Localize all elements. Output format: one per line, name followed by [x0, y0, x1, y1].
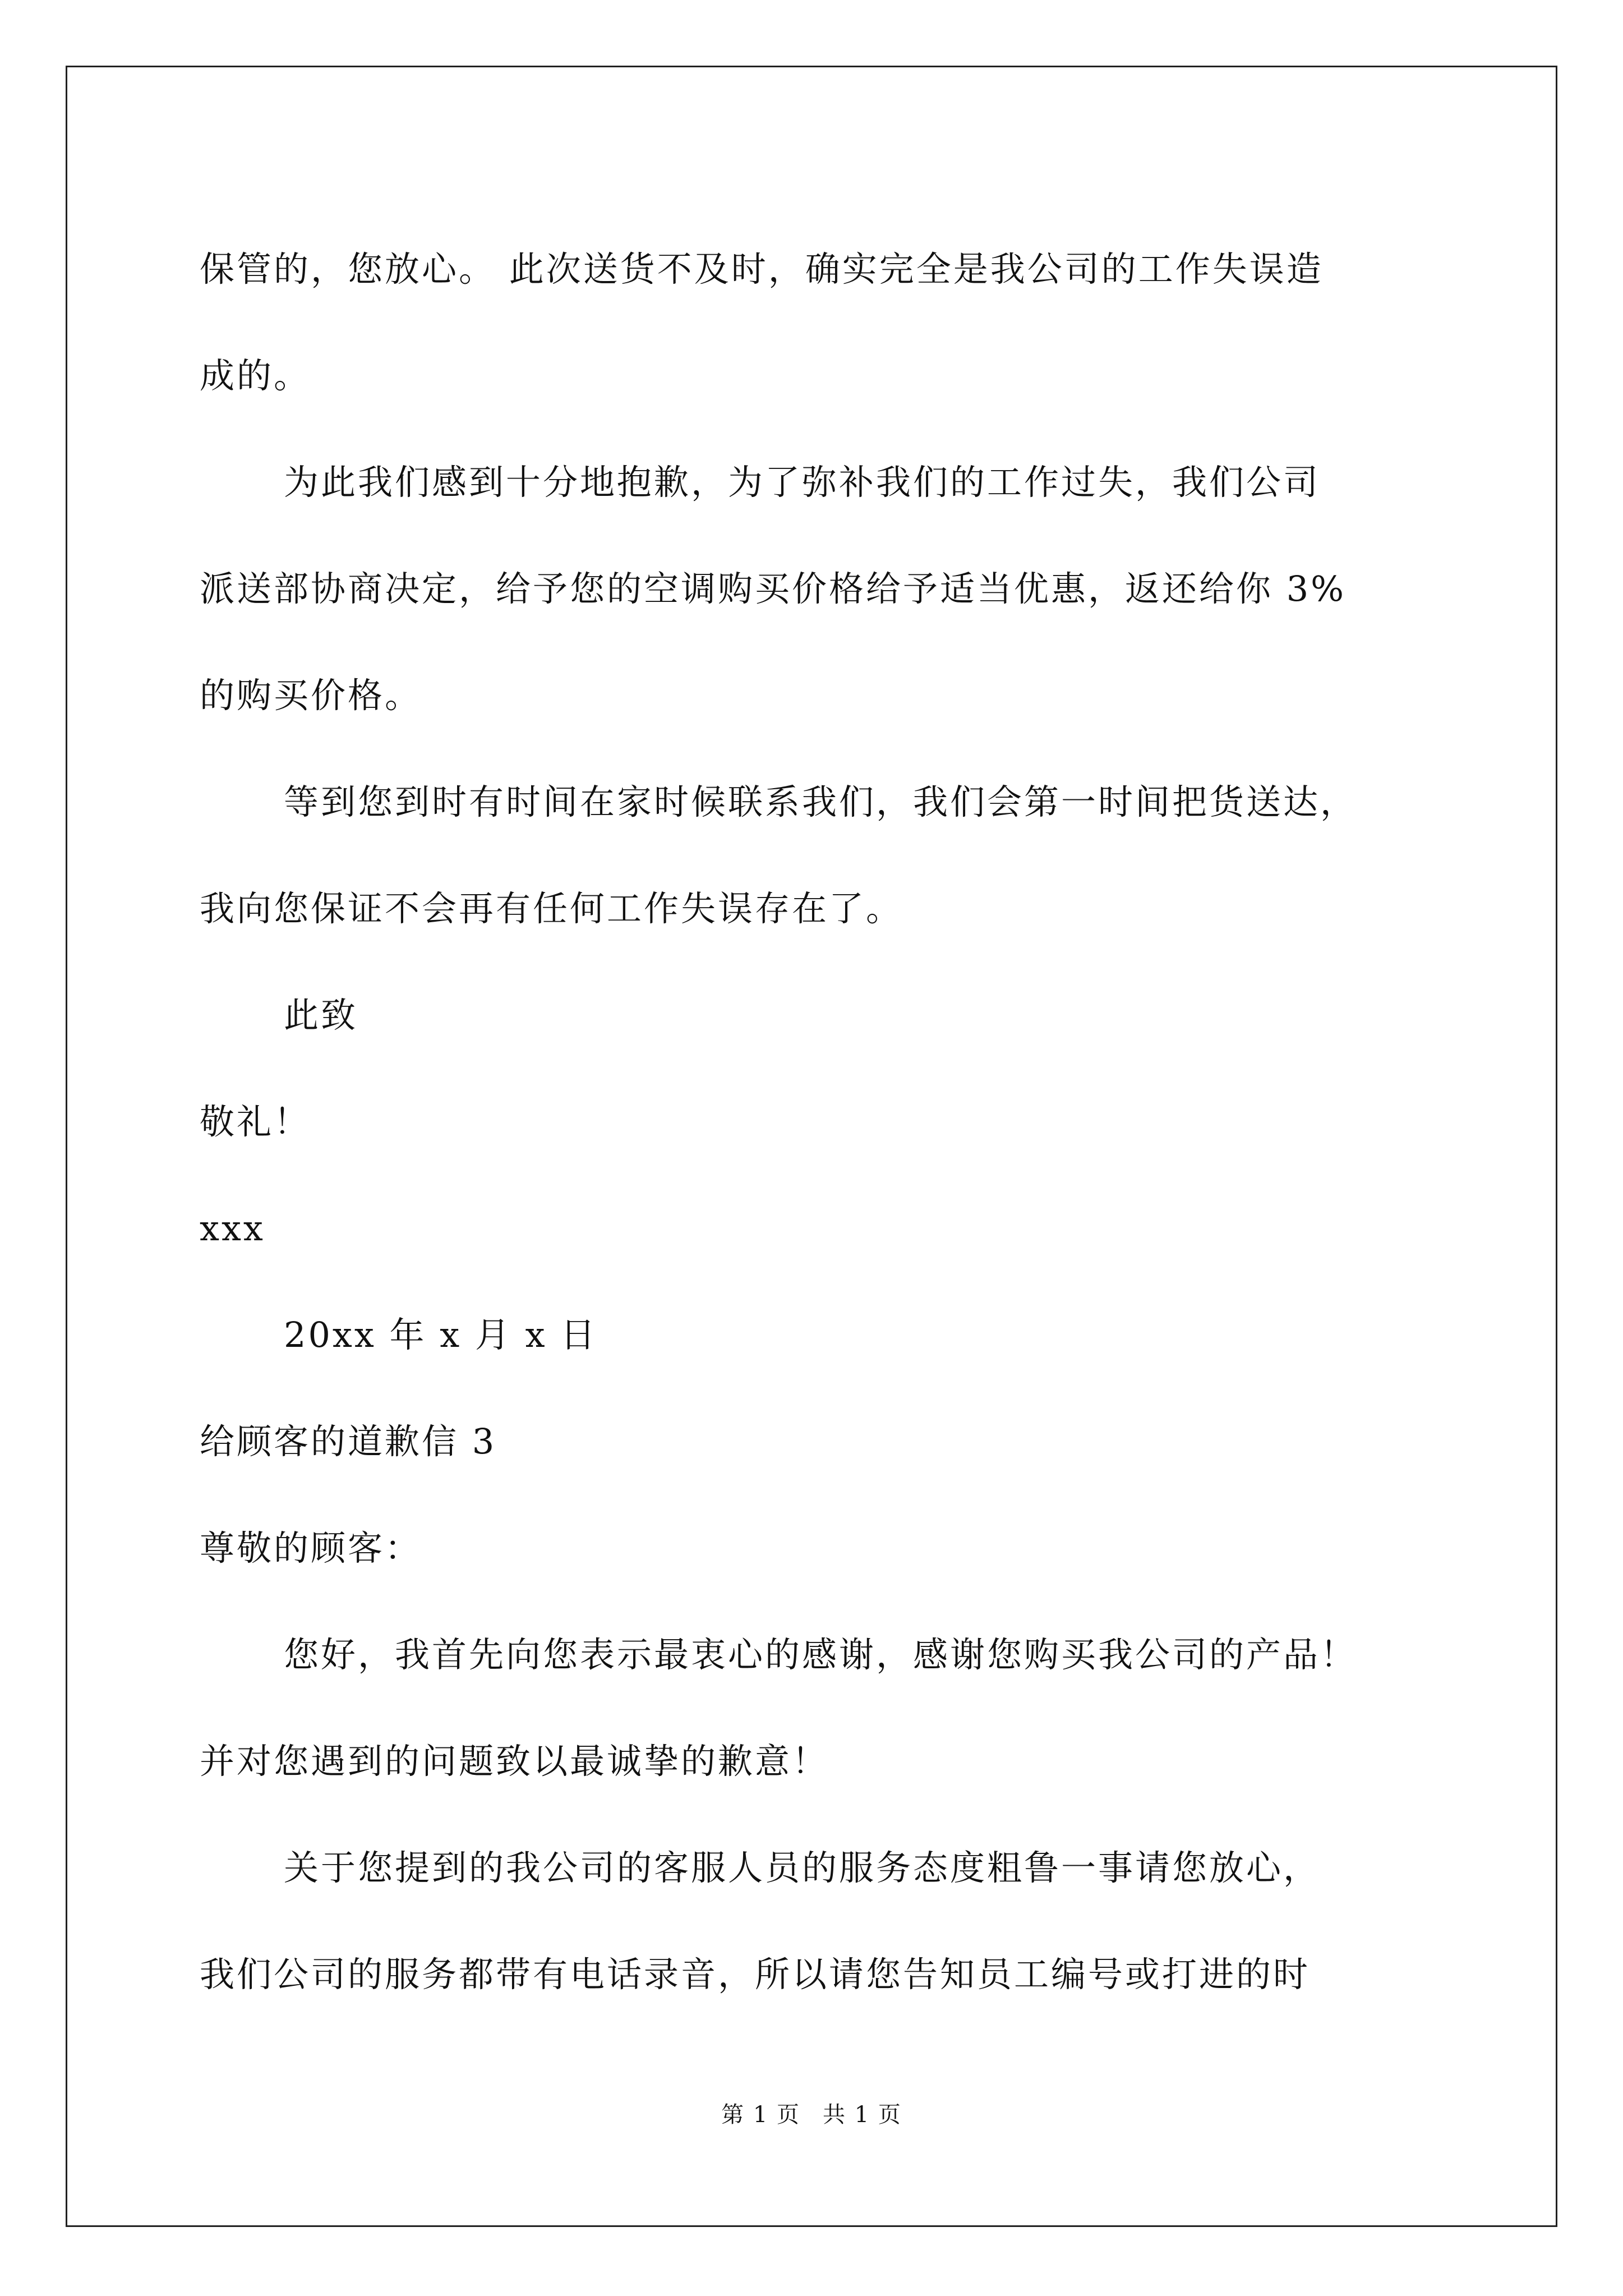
closing-regards: 敬礼！ — [200, 1101, 311, 1142]
text-line: 为此我们感到十分地抱歉，为了弥补我们的工作过失，我们公司 — [284, 462, 1321, 503]
text-line: 成的。 — [200, 355, 311, 396]
section-title: 给顾客的道歉信 3 — [200, 1421, 497, 1462]
document-body — [200, 216, 1456, 2028]
page-number: 第 1 页 — [721, 2102, 800, 2128]
text-line: 您好，我首先向您表示最衷心的感谢，感谢您购买我公司的产品！ — [284, 1634, 1358, 1675]
closing-salutation: 此致 — [284, 995, 358, 1036]
page-total: 共 1 页 — [823, 2102, 902, 2128]
page-footer — [0, 2101, 1623, 2129]
text-line: 我们公司的服务都带有电话录音，所以请您告知员工编号或打进的时 — [200, 1954, 1311, 1995]
text-line: 等到您到时有时间在家时候联系我们，我们会第一时间把货送达， — [284, 781, 1358, 822]
text-line: 关于您提到的我公司的客服人员的服务态度粗鲁一事请您放心， — [284, 1847, 1321, 1888]
signature-date: 20xx 年 x 月 x 日 — [284, 1314, 598, 1355]
greeting: 尊敬的顾客： — [200, 1527, 422, 1568]
text-line: 并对您遇到的问题致以最诚挚的歉意！ — [200, 1741, 829, 1782]
text-line: 保管的，您放心。 此次送货不及时，确实完全是我公司的工作失误造 — [200, 249, 1324, 289]
signature-name: xxx — [200, 1208, 265, 1249]
text-line: 我向您保证不会再有任何工作失误存在了。 — [200, 888, 903, 929]
text-line: 派送部协商决定，给予您的空调购买价格给予适当优惠，返还给你 3% — [200, 568, 1347, 609]
text-line: 的购买价格。 — [200, 675, 422, 716]
